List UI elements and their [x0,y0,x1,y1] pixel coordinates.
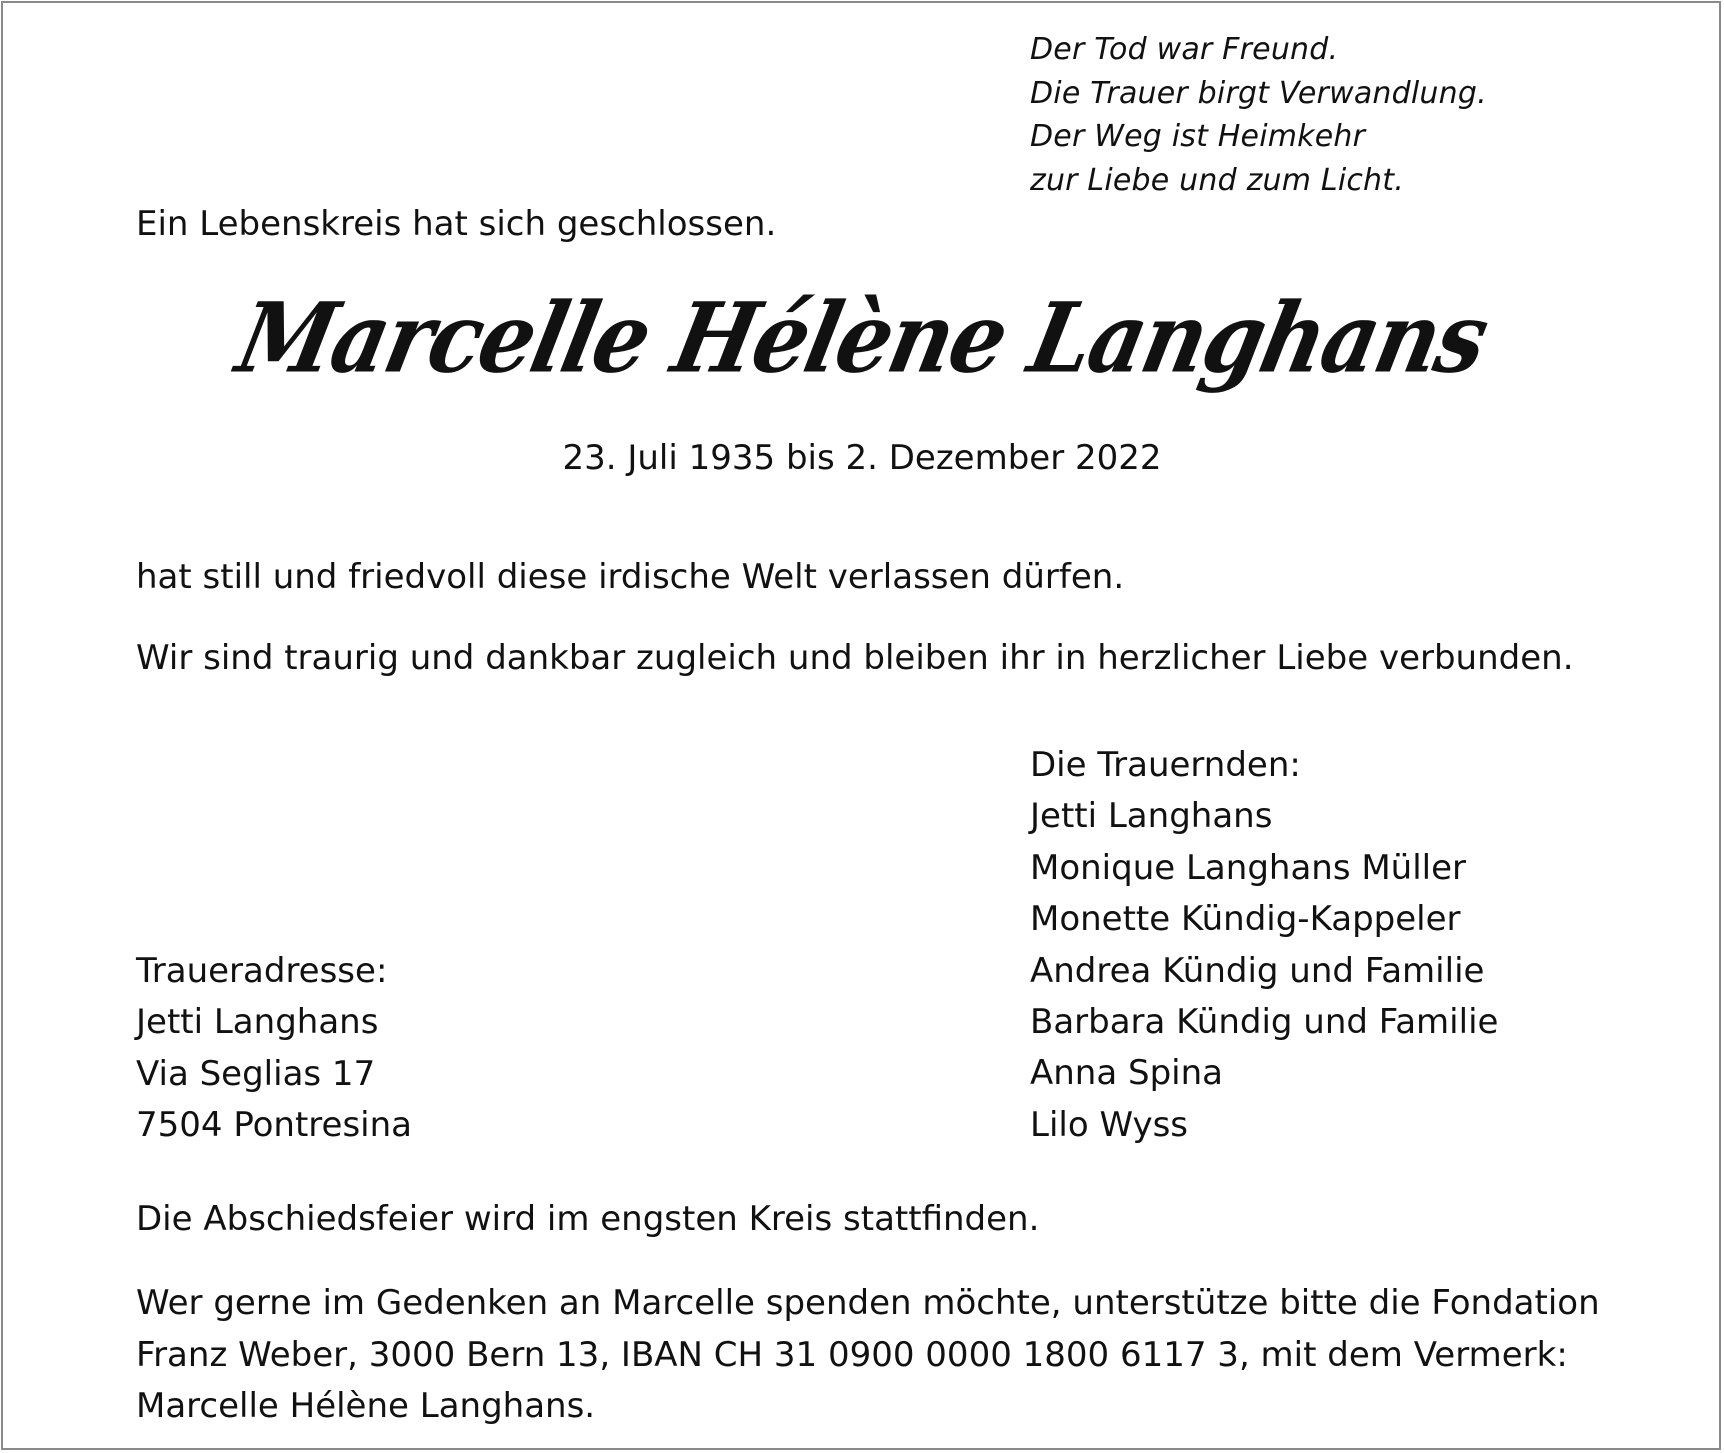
address-heading: Traueradresse: [136,951,388,991]
mourner-name: Barbara Kündig und Familie [1030,1002,1499,1043]
address-line: Jetti Langhans [136,1002,379,1043]
mourner-name: Jetti Langhans [1030,796,1273,837]
mourner-name: Monette Kündig-Kappeler [1030,899,1461,940]
donation-line: Marcelle Hélène Langhans. [136,1386,596,1426]
poem-line: Der Weg ist Heimkehr [1030,119,1366,154]
mourner-name: Andrea Kündig und Familie [1030,950,1485,991]
address-line: 7504 Pontresina [136,1105,413,1146]
poem-line: Die Trauer birgt Verwandlung. [1030,75,1487,111]
mourner-name: Lilo Wyss [1030,1104,1189,1145]
donation-text [136,1278,1600,1433]
donation-line: Wer gerne im Gedenken an Marcelle spenden möchte, unterstütze bitte die Fondation [136,1283,1600,1323]
mourner-name: Monique Langhans Müller [1030,847,1467,888]
gratitude-text: Wir sind traurig und dankbar zugleich und bleiben ihr in herzlicher Liebe verbunden. [136,638,1574,678]
address-line: Via Seglias 17 [136,1053,376,1094]
mourning-address [136,946,412,1152]
intro-text: Ein Lebenskreis hat sich geschlossen. [136,204,777,244]
deceased-name: Marcelle Hélène Langhans [228,281,1497,395]
poem-line: Der Tod war Freund. [1030,32,1339,67]
donation-line: Franz Weber, 3000 Bern 13, IBAN CH 31 0900 0000 1800 6117 3, mit dem Vermerk: [136,1334,1568,1375]
mourner-name: Anna Spina [1030,1053,1223,1094]
mourners-heading: Die Trauernden: [1030,745,1301,785]
poem-line: zur Liebe und zum Licht. [1030,162,1404,198]
poem [1030,28,1487,202]
passed-text: hat still und friedvoll diese irdische Welt verlassen dürfen. [136,557,1125,597]
ceremony-text: Die Abschiedsfeier wird im engsten Kreis stattfinden. [136,1199,1040,1239]
mourners-list [1030,740,1498,1151]
life-dates: 23. Juli 1935 bis 2. Dezember 2022 [562,438,1162,478]
